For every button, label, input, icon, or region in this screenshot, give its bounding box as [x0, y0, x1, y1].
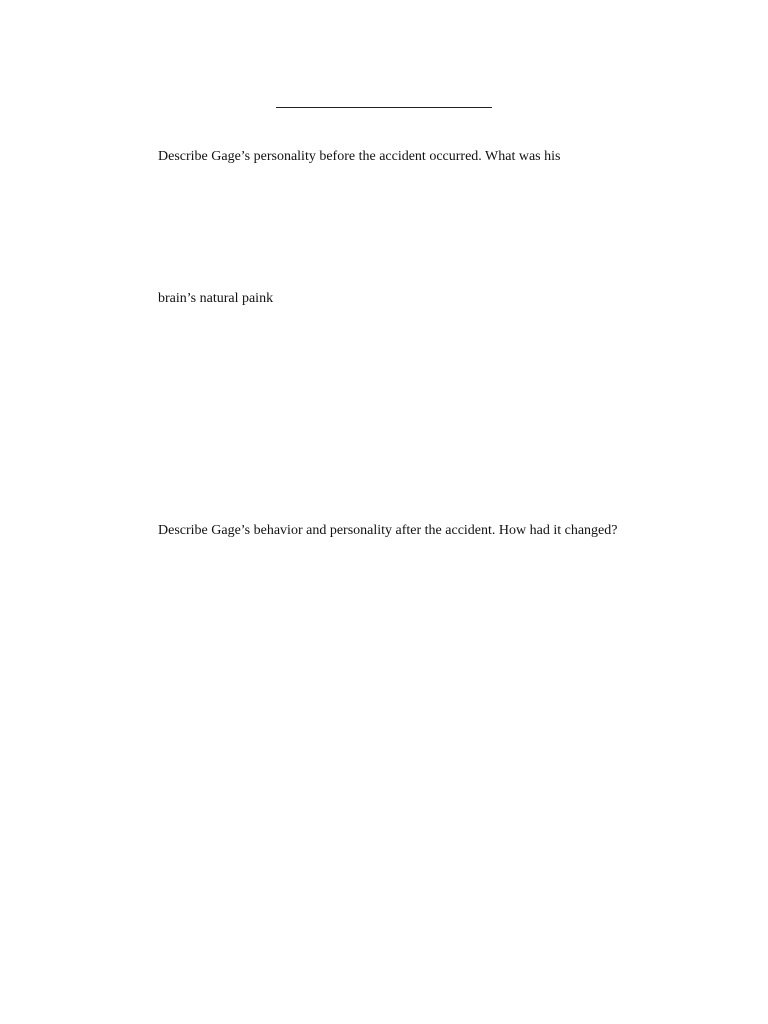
text-fragment-brain: brain’s natural paink	[158, 291, 274, 306]
question-personality-after: Describe Gage’s behavior and personality after the accident. How had it changed?	[158, 523, 618, 538]
question-personality-before: Describe Gage’s personality before the accident occurred. What was his	[158, 149, 561, 164]
title-underline	[276, 107, 492, 108]
